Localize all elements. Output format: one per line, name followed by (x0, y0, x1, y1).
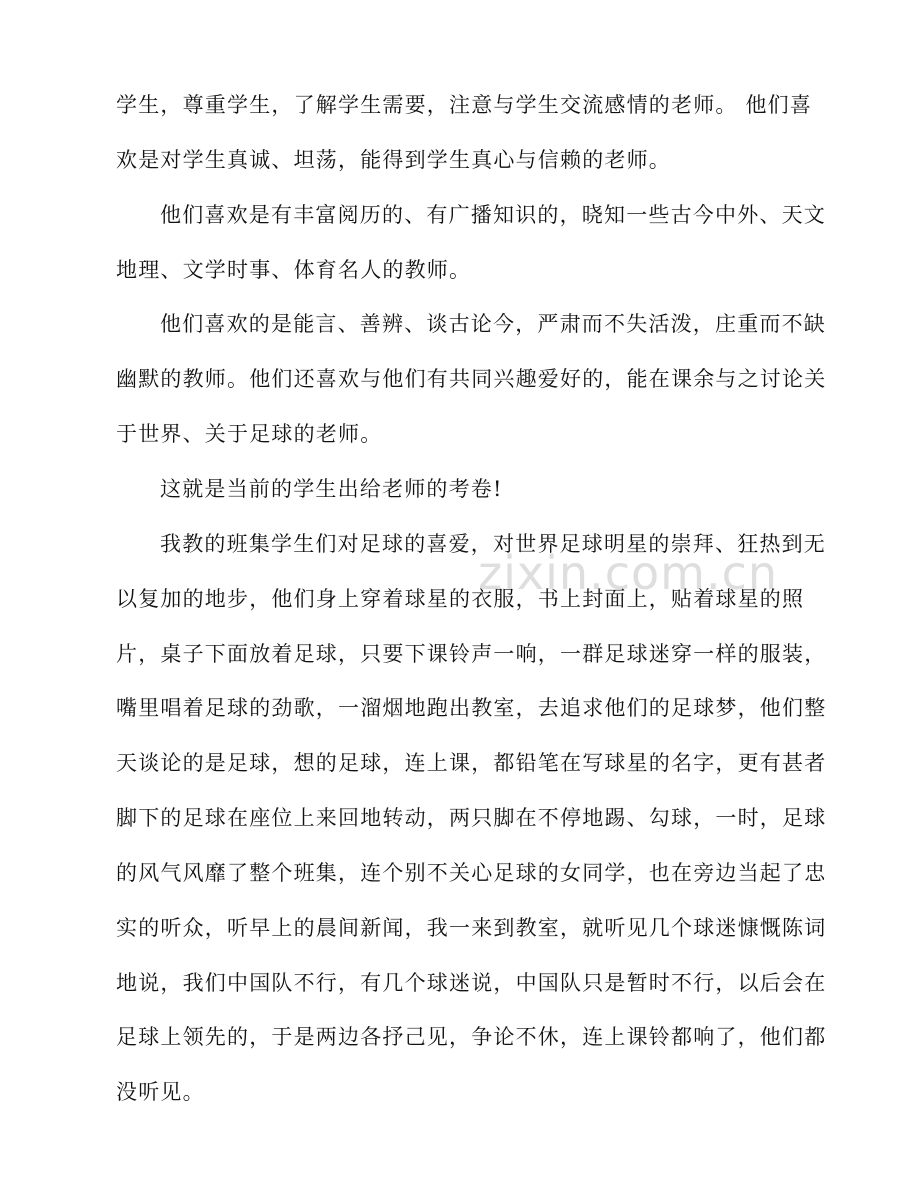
text-line-1: 学生，尊重学生，了解学生需要，注意与学生交流感情的老师。 他们喜 (116, 93, 813, 117)
text-line-6: 幽默的教师。他们还喜欢与他们有共同兴趣爱好的，能在课余与之讨论关 (116, 367, 827, 391)
text-line-7: 于世界、关于足球的老师。 (116, 422, 383, 446)
text-line-18: 足球上领先的，于是两边各抒己见，争论不休，连上课铃都响了，他们都 (116, 1025, 827, 1049)
text-line-14: 脚下的足球在座位上来回地转动，两只脚在不停地踢、勾球，一时，足球 (116, 806, 827, 830)
text-line-19: 没听见。 (116, 1080, 205, 1104)
text-line-17: 地说，我们中国队不行，有几个球迷说，中国队只是暂时不行，以后会在 (116, 971, 827, 995)
text-line-9: 我教的班集学生们对足球的喜爱，对世界足球明星的崇拜、狂热到无 (160, 532, 826, 556)
text-line-10: 以复加的地步，他们身上穿着球星的衣服，书上封面上，贴着球星的照 (116, 587, 805, 611)
text-line-4: 地理、文学时事、体育名人的教师。 (116, 258, 472, 282)
text-line-5: 他们喜欢的是能言、善辨、谈古论今，严肃而不失活泼，庄重而不缺 (160, 312, 826, 336)
text-line-3: 他们喜欢是有丰富阅历的、有广播知识的，晓知一些古今中外、天文 (160, 203, 826, 227)
text-line-12: 嘴里唱着足球的劲歌，一溜烟地跑出教室，去追求他们的足球梦，他们整 (116, 696, 827, 720)
text-line-11: 片，桌子下面放着足球，只要下课铃声一响，一群足球迷穿一样的服装， (116, 642, 827, 666)
text-line-15: 的风气风靡了整个班集，连个别不关心足球的女同学，也在旁边当起了忠 (116, 861, 827, 885)
text-line-16: 实的听众，听早上的晨间新闻，我一来到教室，就听见几个球迷慷慨陈词 (116, 916, 827, 940)
text-line-13: 天谈论的是足球，想的足球，连上课，都铅笔在写球星的名字，更有甚者 (116, 751, 827, 775)
text-line-2: 欢是对学生真诚、坦荡，能得到学生真心与信赖的老师。 (116, 148, 671, 172)
text-line-8: 这就是当前的学生出给老师的考卷! (160, 477, 503, 501)
watermark: zixin.com.cn (478, 546, 779, 600)
